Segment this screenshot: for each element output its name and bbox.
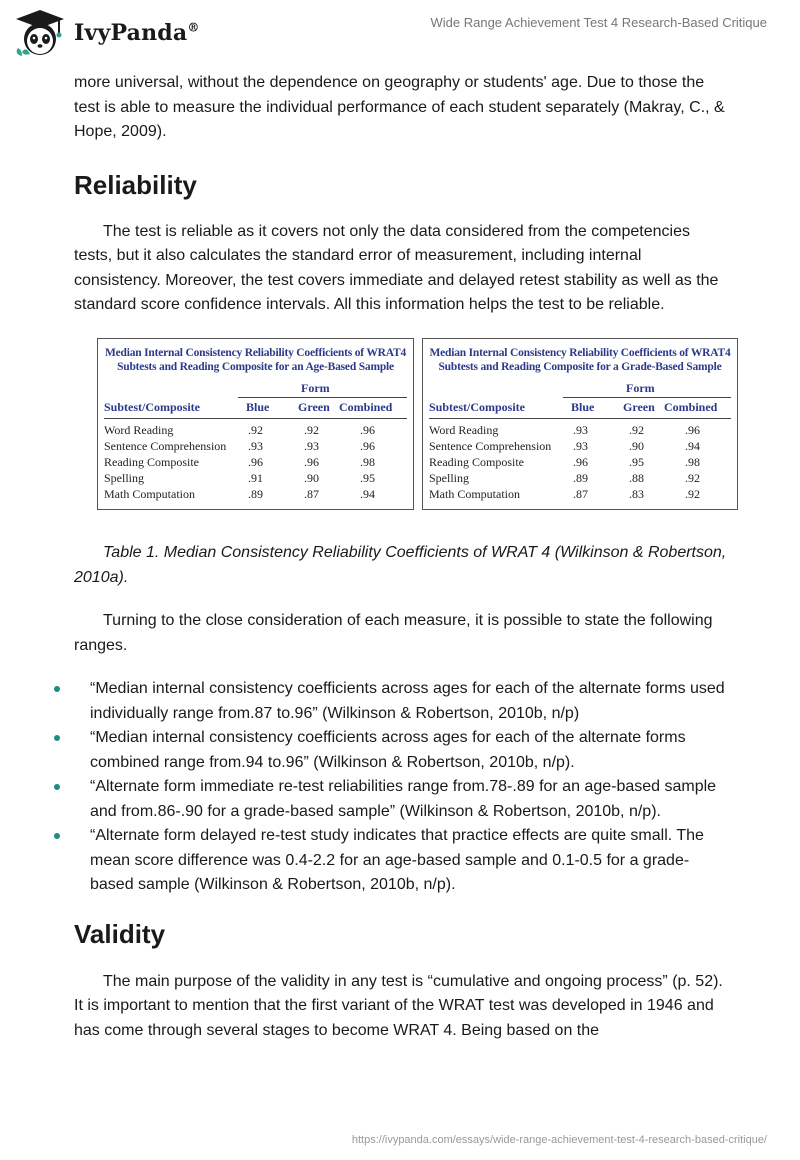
coefficient-cell: .92 [685, 487, 700, 501]
coefficient-cell: .89 [573, 471, 588, 485]
coefficient-cell: .92 [685, 471, 700, 485]
coefficient-cell: .94 [685, 439, 700, 453]
table-row [98, 439, 413, 455]
table-title: Median Internal Consistency Reliability Coefficients of WRAT4 Subtests and Reading Composite for a Grade-Based Sample [429, 347, 731, 373]
bullet-icon [54, 833, 60, 839]
bullet-icon [54, 784, 60, 790]
coefficient-cell: .87 [573, 487, 588, 501]
table-row [98, 455, 413, 471]
coefficient-cell: .89 [248, 487, 263, 501]
row-label: Spelling [104, 471, 145, 485]
reliability-paragraph: The test is reliable as it covers not only the data considered from the competencies tests, but it also calculates the standard error of measurement, including internal consistency. Moreover, the test covers immediate and delayed retest stability as well as the standard score confidence intervals. All this information helps the test to be reliable. [74, 222, 719, 313]
coefficient-cell: .91 [248, 471, 263, 485]
coefficient-cell: .83 [629, 487, 644, 501]
coefficient-cell: .87 [304, 487, 319, 501]
coefficient-cell: .95 [629, 455, 644, 469]
header-rule [104, 418, 407, 419]
ranges-list [38, 677, 730, 898]
table-caption: Table 1. Median Consistency Reliability Coefficients of WRAT 4 (Wilkinson & Robertson, 2010a). [74, 544, 727, 586]
row-label: Reading Composite [429, 455, 524, 469]
table-title: Median Internal Consistency Reliability Coefficients of WRAT4 Subtests and Reading Composite for an Age-Based Sample [104, 347, 407, 373]
bullet-icon [54, 686, 60, 692]
table-row [423, 487, 737, 503]
row-label: Spelling [429, 471, 470, 485]
article-body [74, 70, 730, 318]
table-row [423, 423, 737, 439]
list-item: “Alternate form delayed re-test study indicates that practice effects are quite small. The mean score difference was 0.4-2.2 for an age-based sample and 0.1-0.5 for a grade-based sample (Wilkinson & Robertson, 2010b, n/p). [38, 824, 730, 898]
article-body-continued [74, 541, 730, 1043]
validity-heading: Validity [74, 918, 166, 949]
coefficient-cell: .92 [304, 423, 319, 437]
header-rule [429, 418, 731, 419]
coefficient-cell: .90 [304, 471, 319, 485]
coefficient-cell: .96 [685, 423, 700, 437]
coefficient-cell: .93 [304, 439, 319, 453]
table-row [423, 455, 737, 471]
coefficient-cell: .95 [360, 471, 375, 485]
row-label: Sentence Comprehension [429, 439, 552, 453]
document-title: Wide Range Achievement Test 4 Research-Based Critique [430, 15, 767, 30]
coefficient-cell: .94 [360, 487, 375, 501]
source-url[interactable]: https://ivypanda.com/essays/wide-range-achievement-test-4-research-based-critique/ [351, 1134, 767, 1146]
age-based-table: Median Internal Consistency Reliability Coefficients of WRAT4 Subtests and Reading Composite for an Age-Based Sample Form Subtest/Composite Blue Green Combined Word Reading .92 .92 .96 Sentence Comprehension .93 .93 .96 Reading Composite .96 .96 .98 Spelling .91 .90 .95 Math Computation .89 .87 .94 [97, 338, 414, 510]
reliability-heading: Reliability [74, 169, 197, 200]
coefficient-cell: .92 [248, 423, 263, 437]
table-row [423, 471, 737, 487]
form-rule [563, 397, 731, 398]
coefficient-cell: .90 [629, 439, 644, 453]
coefficient-cell: .96 [304, 455, 319, 469]
list-item: “Median internal consistency coefficients across ages for each of the alternate forms used individually range from.87 to.96” (Wilkinson & Robertson, 2010b, n/p) [38, 677, 730, 726]
ivypanda-logo[interactable] [12, 8, 200, 58]
brand-name: IvyPanda® [74, 20, 200, 46]
row-label: Math Computation [429, 487, 520, 501]
coefficient-cell: .93 [573, 423, 588, 437]
table-row [98, 423, 413, 439]
list-item: “Alternate form immediate re-test reliabilities range from.78-.89 for an age-based sample and from.86-.90 for a grade-based sample” (Wilkinson & Robertson, 2010b, n/p). [38, 775, 730, 824]
row-label: Word Reading [429, 423, 499, 437]
panda-logo-icon [12, 8, 68, 58]
row-label: Reading Composite [104, 455, 199, 469]
table-row [423, 439, 737, 455]
form-rule [238, 397, 407, 398]
coefficient-cell: .98 [685, 455, 700, 469]
coefficient-cell: .88 [629, 471, 644, 485]
coefficient-cell: .93 [573, 439, 588, 453]
ranges-intro: Turning to the close consideration of each measure, it is possible to state the following ranges. [74, 612, 713, 654]
reliability-tables [97, 338, 739, 512]
coefficient-cell: .93 [248, 439, 263, 453]
coefficient-cell: .96 [360, 423, 375, 437]
intro-paragraph: more universal, without the dependence on geography or students' age. Due to those the test is able to measure the individual performance of each student separately (Makray, C., & Hope, 2009). [74, 74, 725, 140]
coefficient-cell: .98 [360, 455, 375, 469]
coefficient-cell: .96 [248, 455, 263, 469]
table-row [98, 471, 413, 487]
coefficient-cell: .96 [360, 439, 375, 453]
coefficient-cell: .96 [573, 455, 588, 469]
row-label: Math Computation [104, 487, 195, 501]
list-item: “Median internal consistency coefficients across ages for each of the alternate forms combined range from.94 to.96” (Wilkinson & Robertson, 2010b, n/p). [38, 726, 730, 775]
validity-paragraph: The main purpose of the validity in any test is “cumulative and ongoing process” (p. 52). It is important to mention that the first variant of the WRAT test was developed in 1946 and has come through several stages to become WRAT 4. Being based on the [74, 972, 723, 1039]
bullet-icon [54, 735, 60, 741]
coefficient-cell: .92 [629, 423, 644, 437]
row-label: Word Reading [104, 423, 174, 437]
page-header [0, 0, 800, 60]
row-label: Sentence Comprehension [104, 439, 227, 453]
table-row [98, 487, 413, 503]
grade-based-table: Median Internal Consistency Reliability Coefficients of WRAT4 Subtests and Reading Composite for a Grade-Based Sample Form Subtest/Composite Blue Green Combined Word Reading .93 .92 .96 Sentence Comprehension .93 .90 .94 Reading Composite .96 .95 .98 Spelling .89 .88 .92 Math Computation .87 .83 .92 [422, 338, 738, 510]
